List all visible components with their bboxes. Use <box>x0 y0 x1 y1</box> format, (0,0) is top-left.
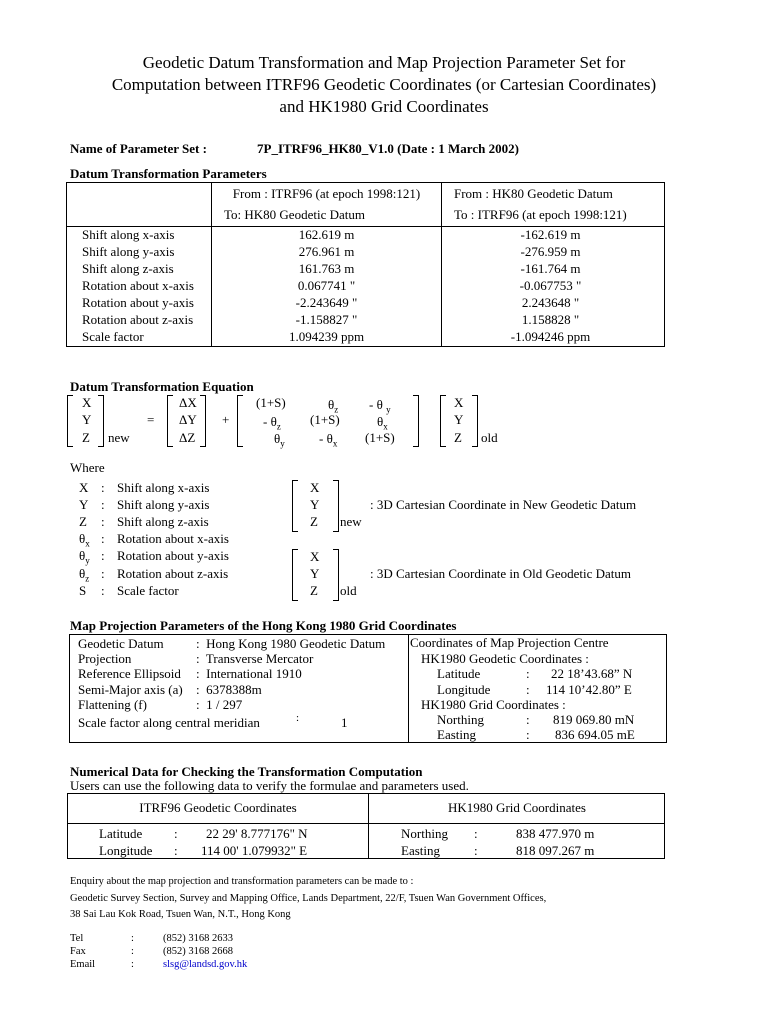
scale-factor-label: Scale factor along central meridian <box>78 715 260 730</box>
reverse-header-from: From : HK80 Geodetic Datum <box>454 186 613 201</box>
param-reverse: 1.158828 " <box>521 312 580 327</box>
param-reverse: -0.067753 " <box>519 278 582 293</box>
itrf96-header: ITRF96 Geodetic Coordinates <box>139 800 297 815</box>
old-datum-desc: : 3D Cartesian Coordinate in Old Geodetic Datum <box>370 566 632 581</box>
param-forward: 161.763 m <box>298 261 355 276</box>
param-forward: 1.094239 ppm <box>288 329 365 344</box>
check-latitude: 22 29' 8.777176" N <box>206 826 308 841</box>
equation-heading: Datum Transformation Equation <box>70 379 254 394</box>
check-northing: 838 477.970 m <box>516 826 595 841</box>
check-longitude: 114 00' 1.079932" E <box>201 843 308 858</box>
param-forward: -1.158827 " <box>295 312 358 327</box>
check-easting: 818 097.267 m <box>516 843 595 858</box>
datum-params-heading: Datum Transformation Parameters <box>70 166 267 181</box>
check-heading: Numerical Data for Checking the Transformation Computation <box>70 764 423 779</box>
param-label: Rotation about x-axis <box>82 278 194 293</box>
param-set-label: Name of Parameter Set : <box>70 141 207 156</box>
param-reverse: 2.243648 " <box>521 295 580 310</box>
page-title <box>0 52 768 118</box>
hk1980-header: HK1980 Grid Coordinates <box>448 800 586 815</box>
scale-factor-value: 1 <box>341 715 348 730</box>
check-subheading: Users can use the following data to verify the formulae and parameters used. <box>70 778 469 793</box>
param-forward: 276.961 m <box>298 244 355 259</box>
param-reverse: -276.959 m <box>520 244 581 259</box>
tel-value: (852) 3168 2633 <box>163 933 233 944</box>
param-reverse: -162.619 m <box>520 227 581 242</box>
new-datum-desc: : 3D Cartesian Coordinate in New Geodetic Datum <box>370 497 637 512</box>
param-label: Rotation about y-axis <box>82 295 194 310</box>
where-heading: Where <box>70 460 105 475</box>
param-reverse: -161.764 m <box>520 261 581 276</box>
param-label: Shift along y-axis <box>82 244 175 259</box>
param-forward: -2.243649 " <box>295 295 358 310</box>
param-label: Shift along z-axis <box>82 261 174 276</box>
param-forward: 162.619 m <box>298 227 355 242</box>
title-line-1: Geodetic Datum Transformation and Map Projection Parameter Set for <box>142 53 626 72</box>
map-projection-heading: Map Projection Parameters of the Hong Kong 1980 Grid Coordinates <box>70 618 457 633</box>
param-label: Rotation about z-axis <box>82 312 194 327</box>
param-set-value: 7P_ITRF96_HK80_V1.0 (Date : 1 March 2002) <box>257 141 519 156</box>
title-line-3: and HK1980 Grid Coordinates <box>279 97 489 116</box>
reverse-header-to: To : ITRF96 (at epoch 1998:121) <box>454 207 627 222</box>
param-reverse: -1.094246 ppm <box>510 329 591 344</box>
forward-header-to: To: HK80 Geodetic Datum <box>224 207 365 222</box>
projection-centre-heading: Coordinates of Map Projection Centre <box>410 635 609 650</box>
enquiry-line-3: 38 Sai Lau Kok Road, Tsuen Wan, N.T., Hong Kong <box>70 909 291 920</box>
forward-header-from: From : ITRF96 (at epoch 1998:121) <box>232 186 421 201</box>
title-line-2: Computation between ITRF96 Geodetic Coordinates (or Cartesian Coordinates) <box>111 75 657 94</box>
param-label: Shift along x-axis <box>82 227 175 242</box>
fax-value: (852) 3168 2668 <box>163 946 233 957</box>
enquiry-line-2: Geodetic Survey Section, Survey and Mapping Office, Lands Department, 22/F, Tsuen Wan Government Offices, <box>70 893 547 904</box>
email-link[interactable]: slsg@landsd.gov.hk <box>163 959 248 970</box>
param-label: Scale factor <box>82 329 144 344</box>
param-forward: 0.067741 " <box>297 278 356 293</box>
enquiry-line-1: Enquiry about the map projection and transformation parameters can be made to : <box>70 876 414 887</box>
